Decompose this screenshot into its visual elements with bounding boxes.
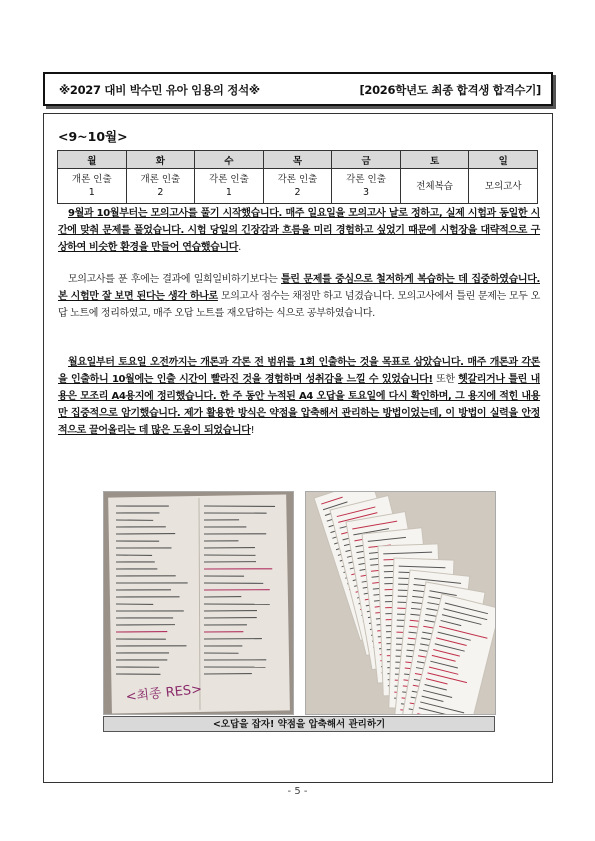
paragraph-weekly-plan: 월요일부터 토요일 오전까지는 개론과 각론 전 범위를 1회 인출하는 것을 목표로 삼았습니다. 매주 개론과 각론을 인출하니 10월에는 인출 시간이 빨라진 것을 경험하며 성취감을 느낄 수 있었습니다! 또한 헷갈리거나 틀린 내용은 모조리 A4용지에 정리했습니다. 한 주 동안 누적된 A4 오답을 토요일에 다시 확인하며, 그 용지에 적힌 내용만 집중적으로 암기했습니다. 제가 활용한 방식은 약점을 압축해서 관리하는 방법이었는데, 이 방법이 실력을 안정적으로 끌어올리는 데 많은 도움이 되었습니다!	[58, 357, 540, 436]
day-wed: 수	[195, 151, 264, 169]
schedule-activity-row	[58, 169, 538, 204]
handwritten-label: <최종 RES>	[125, 682, 203, 705]
day-sat: 토	[400, 151, 469, 169]
schedule-cell: 개론 인출 2	[126, 169, 195, 204]
schedule-cell: 전체복습	[400, 169, 469, 204]
sheets-illustration	[306, 492, 495, 714]
header-title: ※2027 대비 박수민 유아 임용의 정석※	[59, 83, 260, 97]
weekly-schedule-table	[57, 150, 538, 204]
document-header	[43, 72, 553, 106]
day-sun: 일	[469, 151, 538, 169]
day-thu: 목	[263, 151, 332, 169]
day-mon: 월	[58, 151, 127, 169]
section-title: <9~10월>	[58, 129, 128, 144]
schedule-cell: 각론 인출 2	[263, 169, 332, 204]
photo-handwritten-notes	[103, 491, 294, 715]
schedule-cell: 모의고사	[469, 169, 538, 204]
paragraph-review: 모의고사를 푼 후에는 결과에 일희일비하기보다는 틀린 문제를 중심으로 철저하게 복습하는 데 집중하였습니다. 본 시험만 잘 보면 된다는 생각 하나로 모의고사 점수는 채점만 하고 넘겼습니다. 모의고사에서 틀린 문제는 모두 오답 노트에 정리하였고, 매주 오답 노트를 재오답하는 식으로 공부하였습니다.	[58, 274, 540, 319]
schedule-cell: 개론 인출 1	[58, 169, 127, 204]
paragraph-mock-exam: 9월과 10월부터는 모의고사를 풀기 시작했습니다. 매주 일요일을 모의고사 날로 정하고, 실제 시험과 동일한 시간에 맞춰 문제를 풀었습니다. 시험 당일의 긴장감과 흐름을 미리 경험하고 싶었기 때문에 시험장을 대략적으로 구상하여 비슷한 환경을 만들어 연습했습니다.	[58, 208, 540, 253]
photo-caption: <오답을 잡자! 약점을 압축해서 관리하기	[103, 716, 495, 732]
day-tue: 화	[126, 151, 195, 169]
day-fri: 금	[332, 151, 401, 169]
page-number: - 5 -	[287, 786, 308, 797]
photo-wrong-answer-sheets	[305, 491, 496, 715]
notes-sheet-illustration	[104, 492, 293, 714]
header-subtitle: [2026학년도 최종 합격생 합격수기]	[359, 83, 541, 97]
schedule-cell: 각론 인출 3	[332, 169, 401, 204]
schedule-header-row	[58, 151, 538, 169]
schedule-cell: 각론 인출 1	[195, 169, 264, 204]
